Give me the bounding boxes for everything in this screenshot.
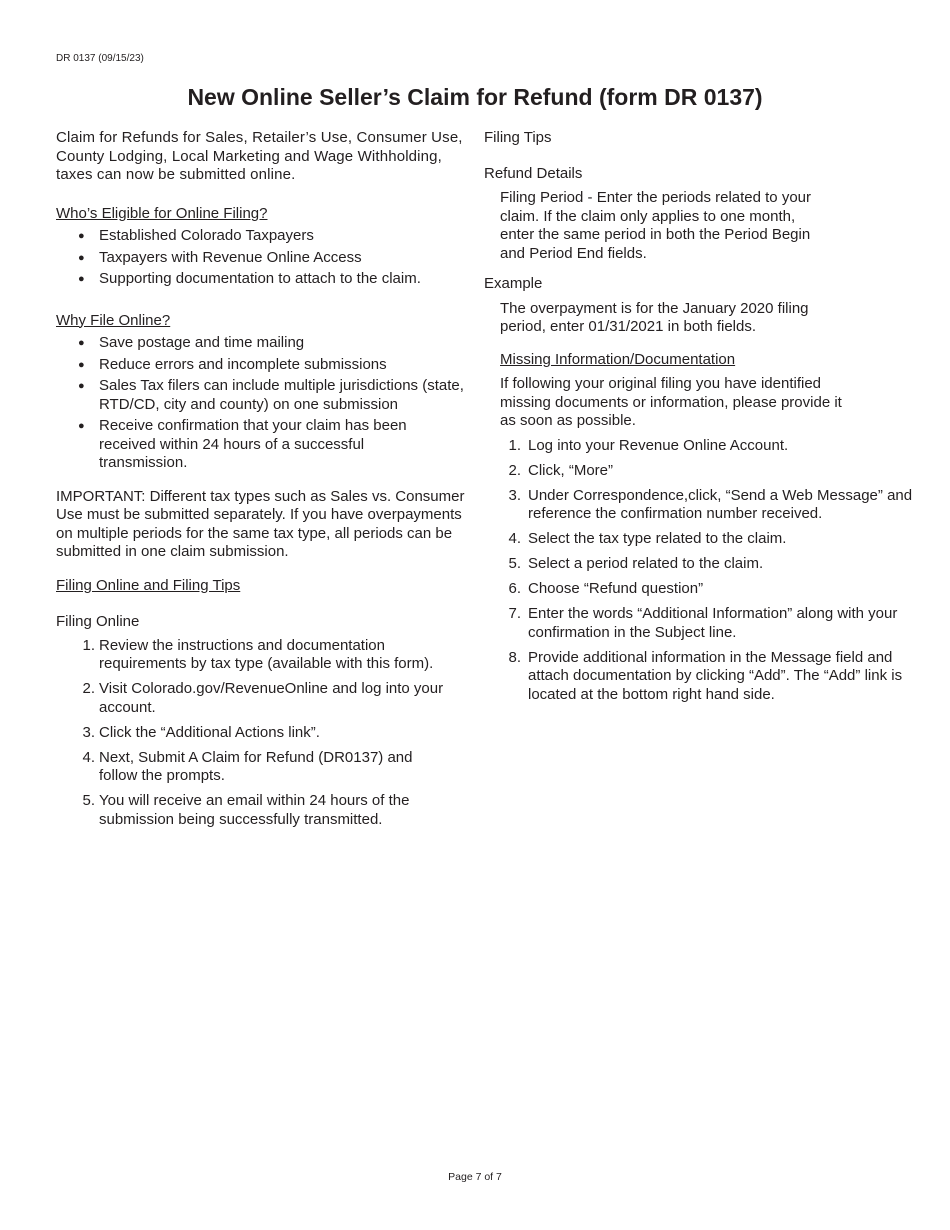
- filing-tips-label: Filing Tips: [484, 129, 552, 146]
- list-item: ● Sales Tax filers can include multiple jurisdictions (state, RTD/CD, city and county) on one submission: [56, 377, 474, 414]
- list-item: [56, 792, 474, 829]
- list-item: ● Established Colorado Taxpayers: [56, 227, 474, 246]
- step-number: 1.: [82, 636, 95, 654]
- step-number: 2.: [508, 461, 521, 479]
- list-item: [484, 605, 904, 642]
- example-text: The overpayment is for the January 2020 filing period, enter 01/31/2021 in both fields.: [500, 299, 809, 335]
- list-item: [484, 437, 904, 456]
- list-item: [56, 680, 474, 717]
- step-number: 1.: [508, 436, 521, 454]
- list-item: [484, 580, 904, 599]
- step-text: Under Correspondence,click, “Send a Web Message” and reference the confirmation number received.: [528, 486, 913, 522]
- eligible-heading: Who’s Eligible for Online Filing?: [56, 204, 268, 222]
- step-text: Click, “More”: [528, 461, 613, 479]
- list-item: ● Receive confirmation that your claim has been received within 24 hours of a successful transmission.: [56, 417, 474, 473]
- page-number: Page 7 of 7: [448, 1171, 502, 1183]
- step-number: 3.: [82, 723, 95, 741]
- intro-text: Claim for Refunds for Sales, Retailer’s Use, Consumer Use, County Lodging, Local Marketing and Wage Withholding, taxes can now be submitted online.: [56, 129, 463, 183]
- eligible-list: [56, 227, 474, 289]
- filing-heading: Filing Online and Filing Tips: [56, 576, 241, 594]
- step-text: Choose “Refund question”: [528, 580, 704, 597]
- step-number: 5.: [82, 792, 95, 809]
- step-number: 4.: [508, 530, 521, 547]
- step-number: 7.: [508, 605, 521, 622]
- list-item: ● Taxpayers with Revenue Online Access: [56, 249, 474, 268]
- form-code: DR 0137 (09/15/23): [56, 53, 144, 64]
- list-item: [484, 530, 904, 549]
- list-item: [484, 462, 904, 481]
- step-text: Enter the words “Additional Information” along with your confirmation in the Subject line.: [528, 605, 898, 641]
- page-title: New Online Seller’s Claim for Refund (form DR 0137): [187, 84, 763, 110]
- step-number: 8.: [508, 648, 521, 666]
- left-column: [56, 129, 474, 836]
- list-item: [56, 724, 474, 743]
- filing-online-label: Filing Online: [56, 613, 140, 630]
- list-item: [484, 487, 920, 524]
- list-item: ● Save postage and time mailing: [56, 334, 474, 353]
- step-number: 4.: [82, 748, 95, 766]
- why-heading: Why File Online?: [56, 311, 171, 329]
- missing-info-text: If following your original filing you have identified missing documents or information, please provide it as soon as possible.: [500, 375, 842, 429]
- step-number: 3.: [508, 486, 521, 504]
- list-item: ● Supporting documentation to attach to the claim.: [56, 270, 474, 289]
- missing-info-heading: Missing Information/Documentation: [500, 350, 736, 368]
- list-item: [484, 649, 904, 705]
- list-item: [484, 555, 904, 574]
- list-item: [56, 637, 474, 674]
- missing-info-steps: [484, 436, 913, 705]
- step-text: Visit Colorado.gov/RevenueOnline and log into your account.: [99, 680, 444, 716]
- step-number: 6.: [508, 580, 521, 597]
- step-text: You will receive an email within 24 hours of the submission being successfully transmitted.: [99, 792, 410, 828]
- list-item: [56, 749, 474, 786]
- filing-period-text: Filing Period - Enter the periods related to your claim. If the claim only applies to one month, enter the same period in both the Period Begin and Period End fields.: [500, 189, 811, 262]
- step-text: Select a period related to the claim.: [528, 555, 764, 572]
- step-text: Log into your Revenue Online Account.: [528, 436, 789, 454]
- filing-steps: [56, 637, 474, 830]
- step-number: 5.: [508, 555, 521, 572]
- why-list: [56, 334, 474, 473]
- step-text: Provide additional information in the Message field and attach documentation by clicking “Add”. The “Add” link is located at the bottom right hand side.: [528, 648, 903, 703]
- refund-details-label: Refund Details: [484, 164, 583, 182]
- step-text: Next, Submit A Claim for Refund (DR0137) and follow the prompts.: [99, 748, 413, 784]
- important-note: IMPORTANT: Different tax types such as Sales vs. Consumer Use must be submitted separately. If you have overpayments on multiple periods for the same tax type, all periods can be submitted in one claim submission.: [56, 487, 465, 560]
- step-text: Click the “Additional Actions link”.: [99, 723, 320, 741]
- list-item: ● Reduce errors and incomplete submissions: [56, 356, 474, 375]
- example-label: Example: [484, 275, 543, 292]
- step-number: 2.: [82, 680, 95, 697]
- step-text: Review the instructions and documentation requirements by tax type (available with this form).: [99, 636, 434, 672]
- step-text: Select the tax type related to the claim.: [528, 530, 787, 547]
- right-column: [484, 129, 913, 711]
